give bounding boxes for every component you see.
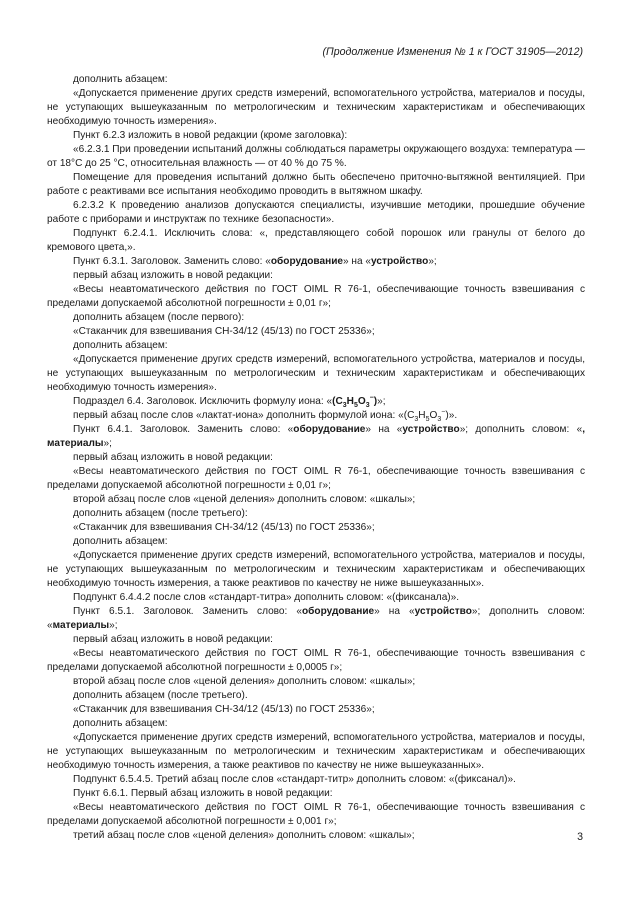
page-body (47, 73, 585, 843)
paragraph: третий абзац после слов «ценой деления» дополнить словом: «шкалы»; (73, 830, 415, 841)
paragraph: Помещение для проведения испытаний должно быть обеспечено приточно-вытяжной вентиляцией. При работе с реактивами все испытания необходимо проводить в вытяжном шкафу. (47, 172, 585, 197)
ion-formula: $(C_3H_5O_3^-)$ (403, 408, 449, 424)
paragraph: дополнить абзацем (после первого): (73, 312, 245, 323)
paragraph: первый абзац изложить в новой редакции: (73, 634, 273, 645)
page-number: 3 (577, 831, 583, 843)
paragraph: дополнить абзацем (после третьего). (73, 690, 248, 701)
paragraph: Подраздел 6.4. Заголовок. Исключить формулу иона: «$(C_3H_5O_3^-)$»; (73, 394, 386, 410)
paragraph: «Весы неавтоматического действия по ГОСТ OIML R 76-1, обеспечивающие точность взвешивания с пределами допускаемой абсолютной погрешности ± 0,001 г»; (47, 802, 585, 827)
paragraph: второй абзац после слов «ценой деления» дополнить словом: «шкалы»; (73, 676, 416, 687)
paragraph: Пункт 6.3.1. Заголовок. Заменить слово: «оборудование» на «устройство»; (73, 256, 437, 267)
paragraph: Пункт 6.6.1. Первый абзац изложить в новой редакции: (73, 788, 333, 799)
paragraph: первый абзац изложить в новой редакции: (73, 270, 273, 281)
paragraph: Пункт 6.5.1. Заголовок. Заменить слово: «оборудование» на «устройство»; дополнить словом: «материалы»; (47, 606, 585, 631)
paragraph: «Допускается применение других средств измерений, вспомогательного устройства, материалов и посуды, не уступающих вышеуказанным по метрологическим и техническим характеристикам и обеспечивающих необходимую точность измерения». (47, 88, 585, 127)
paragraph: «Стаканчик для взвешивания СН-34/12 (45/13) по ГОСТ 25336»; (73, 522, 375, 533)
paragraph: Подпункт 6.5.4.5. Третий абзац после слов «стандарт-титр» дополнить словом: «(фиксанал)». (73, 774, 516, 785)
paragraph: дополнить абзацем: (73, 74, 168, 85)
paragraph: первый абзац изложить в новой редакции: (73, 452, 273, 463)
paragraph: «Весы неавтоматического действия по ГОСТ OIML R 76-1, обеспечивающие точность взвешивания с пределами допускаемой абсолютной погрешности ± 0,0005 г»; (47, 648, 585, 673)
paragraph: Подпункт 6.2.4.1. Исключить слова: «, представляющего собой порошок или гранулы от белого до кремового цвета,». (47, 228, 585, 253)
paragraph: «Весы неавтоматического действия по ГОСТ OIML R 76-1, обеспечивающие точность взвешивания с пределами допускаемой абсолютной погрешности ± 0,01 г»; (47, 466, 585, 491)
paragraph: «Допускается применение других средств измерений, вспомогательного устройства, материалов и посуды, не уступающих вышеуказанным по метрологическим и техническим характеристикам и обеспечивающих необходимую точность измерения, а также реактивов по качеству не ниже вышеуказанных». (47, 550, 585, 589)
paragraph: 6.2.3.2 К проведению анализов допускаются специалисты, изучившие методики, прошедшие обучение работе с приборами и инструктаж по технике безопасности». (47, 200, 585, 225)
paragraph: Пункт 6.2.3 изложить в новой редакции (кроме заголовка): (73, 130, 348, 141)
paragraph: дополнить абзацем (после третьего): (73, 508, 248, 519)
ion-formula: $(C_3H_5O_3^-)$ (332, 394, 378, 410)
paragraph: «Стаканчик для взвешивания СН-34/12 (45/13) по ГОСТ 25336»; (73, 704, 375, 715)
page-header: (Продолжение Изменения № 1 к ГОСТ 31905—2012) (322, 46, 583, 58)
paragraph: «Допускается применение других средств измерений, вспомогательного устройства, материалов и посуды, не уступающих вышеуказанным по метрологическим и техническим характеристикам и обеспечивающих необходимую точность измерения, а также реактивов по качеству не ниже вышеуказанных». (47, 732, 585, 771)
paragraph: первый абзац после слов «лактат-иона» дополнить формулой иона: «$(C_3H_5O_3^-)$». (73, 408, 458, 424)
paragraph: дополнить абзацем: (73, 340, 168, 351)
paragraph: Пункт 6.4.1. Заголовок. Заменить слово: «оборудование» на «устройство»; дополнить словом: «, материалы»; (47, 424, 586, 449)
paragraph: «Стаканчик для взвешивания СН-34/12 (45/13) по ГОСТ 25336»; (73, 326, 375, 337)
paragraph: Подпункт 6.4.4.2 после слов «стандарт-титра» дополнить словом: «(фиксанала)». (73, 592, 460, 603)
paragraph: дополнить абзацем: (73, 718, 168, 729)
paragraph: второй абзац после слов «ценой деления» дополнить словом: «шкалы»; (73, 494, 416, 505)
paragraph: «Весы неавтоматического действия по ГОСТ OIML R 76-1, обеспечивающие точность взвешивания с пределами допускаемой абсолютной погрешности ± 0,01 г»; (47, 284, 585, 309)
paragraph: «6.2.3.1 При проведении испытаний должны соблюдаться параметры окружающего воздуха: температура — от 18°С до 25 °С, относительная влажность — от 40 % до 75 %. (47, 144, 585, 169)
paragraph: «Допускается применение других средств измерений, вспомогательного устройства, материалов и посуды, не уступающих вышеуказанным по метрологическим и техническим характеристикам и обеспечивающих необходимую точность измерения». (47, 354, 585, 393)
paragraph: дополнить абзацем: (73, 536, 168, 547)
